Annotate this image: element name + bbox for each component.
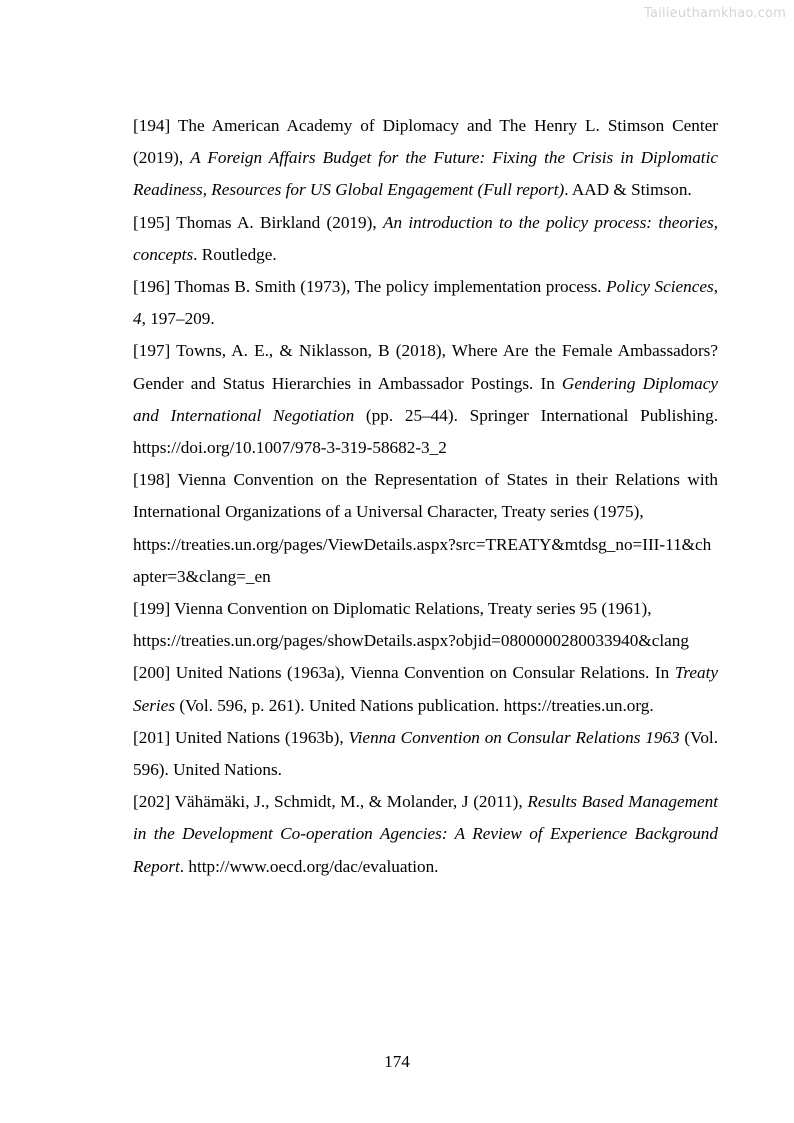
reference-194 bbox=[133, 110, 718, 207]
reference-list bbox=[133, 110, 718, 883]
reference-number: [196] bbox=[133, 277, 171, 297]
reference-text: United Nations (1963b), bbox=[170, 727, 349, 747]
reference-text: United Nations (1963a), Vienna Convention on Consular Relations. In bbox=[170, 663, 675, 683]
reference-text: Vienna Convention on the Representation of States in their Relations with International Organizations of a Universal Character, Treaty series (1975), bbox=[133, 470, 718, 522]
reference-202 bbox=[133, 786, 718, 883]
reference-number: [194] bbox=[133, 116, 171, 135]
reference-197 bbox=[133, 335, 718, 464]
reference-number: [197] bbox=[133, 341, 171, 361]
reference-201 bbox=[133, 722, 718, 786]
reference-text: , 197–209. bbox=[141, 309, 215, 329]
reference-number: [195] bbox=[133, 212, 171, 232]
page-number: 174 bbox=[384, 1052, 410, 1071]
reference-text: (Vol. 596). United Nations. bbox=[133, 727, 719, 780]
reference-number: [200] bbox=[133, 663, 171, 683]
reference-number: [198] bbox=[133, 470, 171, 490]
reference-text: . AAD & Stimson. bbox=[564, 180, 692, 200]
reference-volume: 4 bbox=[133, 309, 142, 329]
reference-title: A Foreign Affairs Budget for the Future: Fixing the Crisis in Diplomatic Readiness, Resources for US Global Engagement (Full report) bbox=[133, 148, 718, 200]
reference-text: The American Academy of Diplomacy and The Henry L. Stimson Center (2019), bbox=[133, 116, 718, 168]
reference-text: (Vol. 596, p. 261). United Nations publication. https://treaties.un.org. bbox=[175, 695, 654, 715]
reference-198-url[interactable]: https://treaties.un.org/pages/ViewDetails.aspx?src=TREATY&mtdsg_no=III-11&chapter=3&clang=_en bbox=[133, 534, 712, 586]
reference-text: Thomas A. Birkland (2019), bbox=[170, 212, 383, 232]
reference-number: [201] bbox=[133, 727, 171, 747]
reference-number: [202] bbox=[133, 792, 171, 812]
reference-200 bbox=[133, 657, 718, 721]
reference-196 bbox=[133, 271, 718, 335]
reference-title: An introduction to the policy process: theories, concepts bbox=[133, 212, 718, 264]
reference-title: Results Based Management in the Development Co-operation Agencies: A Review of Experience Background Report bbox=[133, 792, 718, 876]
reference-text: (pp. 25–44). Springer International Publishing. https://doi.org/10.1007/978-3-319-58682-3_2 bbox=[133, 405, 718, 458]
reference-199-url[interactable]: https://treaties.un.org/pages/showDetails.aspx?objid=0800000280033940&clang bbox=[133, 631, 689, 651]
watermark: Tailieuthamkhao.com bbox=[644, 6, 786, 21]
reference-title: Gendering Diplomacy and International Negotiation bbox=[133, 373, 718, 425]
reference-text: Thomas B. Smith (1973), The policy implementation process. bbox=[170, 277, 607, 297]
reference-number: [199] bbox=[133, 599, 171, 619]
reference-text: Towns, A. E., & Niklasson, B (2018), Where Are the Female Ambassadors? Gender and Status Hierarchies in Ambassador Postings. In bbox=[133, 341, 718, 393]
reference-text: . http://www.oecd.org/dac/evaluation. bbox=[179, 856, 439, 876]
reference-195 bbox=[133, 207, 718, 271]
reference-199 bbox=[133, 593, 718, 625]
reference-text: Vienna Convention on Diplomatic Relations, Treaty series 95 (1961), bbox=[170, 599, 652, 619]
reference-title: Treaty Series bbox=[133, 663, 718, 715]
reference-title: Vienna Convention on Consular Relations 1963 bbox=[348, 727, 680, 747]
reference-journal: Policy Sciences bbox=[606, 277, 714, 297]
reference-198 bbox=[133, 464, 718, 528]
reference-text: Vähämäki, J., Schmidt, M., & Molander, J (2011), bbox=[170, 792, 528, 812]
reference-text: . Routledge. bbox=[193, 244, 277, 264]
reference-text: , bbox=[713, 277, 718, 297]
